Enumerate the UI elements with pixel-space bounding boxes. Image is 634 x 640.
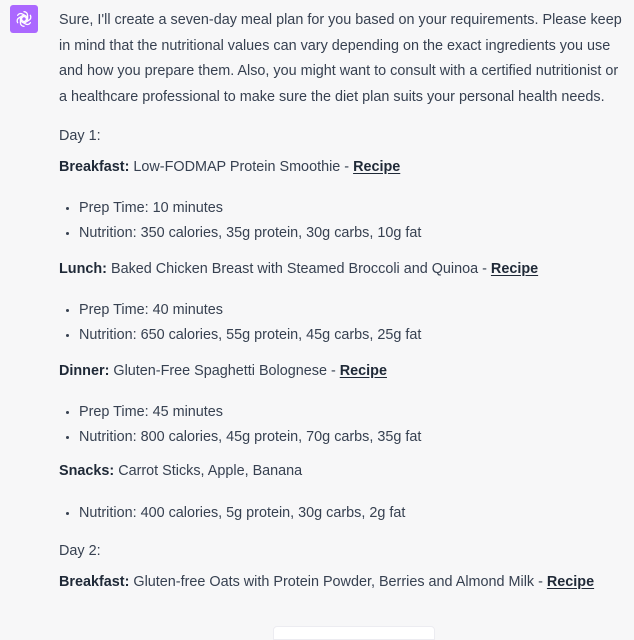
intro-paragraph: Sure, I'll create a seven-day meal plan for you based on your requirements. Please keep in mind that the nutritional values can vary depending on the exact ingredients you use and how you prepare them. Also, you might want to consult with a certified nutritionist or a healthcare professional to make sure the diet plan suits your personal health needs. — [59, 12, 622, 105]
list-item: Nutrition: 650 calories, 55g protein, 45g carbs, 25g fat — [59, 323, 629, 348]
list-item: Nutrition: 800 calories, 45g protein, 70g carbs, 35g fat — [59, 425, 629, 450]
meal-text: Carrot Sticks, Apple, Banana — [114, 463, 303, 479]
day-1-lunch-details — [59, 298, 629, 348]
day-1-breakfast-details — [59, 196, 629, 246]
recipe-link[interactable]: Recipe — [339, 363, 387, 379]
recipe-link[interactable]: Recipe — [546, 574, 595, 590]
recipe-link[interactable]: Recipe — [490, 261, 539, 277]
meal-text: Gluten-Free Spaghetti Bolognese - — [109, 363, 340, 379]
list-item: Prep Time: 40 minutes — [59, 298, 629, 323]
meal-label: Snacks: — [59, 463, 115, 479]
day-1-breakfast — [59, 157, 629, 177]
day-1-label: Day 1: — [59, 128, 101, 144]
meal-label: Breakfast: — [59, 574, 130, 590]
recipe-link[interactable]: Recipe — [353, 159, 401, 175]
list-item: Prep Time: 45 minutes — [59, 400, 629, 425]
day-1-dinner — [59, 361, 629, 381]
scroll-to-bottom-tab[interactable] — [273, 626, 435, 640]
assistant-avatar — [10, 5, 38, 33]
day-1-snacks-details — [59, 501, 629, 526]
meal-label: Dinner: — [59, 363, 110, 379]
list-item: Nutrition: 400 calories, 5g protein, 30g carbs, 2g fat — [59, 501, 629, 526]
list-item: Prep Time: 10 minutes — [59, 196, 629, 221]
meal-label: Breakfast: — [59, 159, 130, 175]
meal-label: Lunch: — [59, 261, 107, 277]
openai-logo-icon — [14, 9, 34, 29]
day-2-label: Day 2: — [59, 543, 101, 559]
day-1-lunch — [59, 259, 629, 279]
day-1-dinner-details — [59, 400, 629, 450]
meal-text: Low-FODMAP Protein Smoothie - — [129, 159, 354, 175]
day-2-breakfast — [59, 572, 629, 592]
list-item: Nutrition: 350 calories, 35g protein, 30g carbs, 10g fat — [59, 221, 629, 246]
day-1-snacks — [59, 461, 629, 481]
meal-text: Gluten-free Oats with Protein Powder, Berries and Almond Milk - — [129, 574, 547, 590]
assistant-message — [59, 8, 629, 592]
meal-text: Baked Chicken Breast with Steamed Broccoli and Quinoa - — [106, 261, 491, 277]
